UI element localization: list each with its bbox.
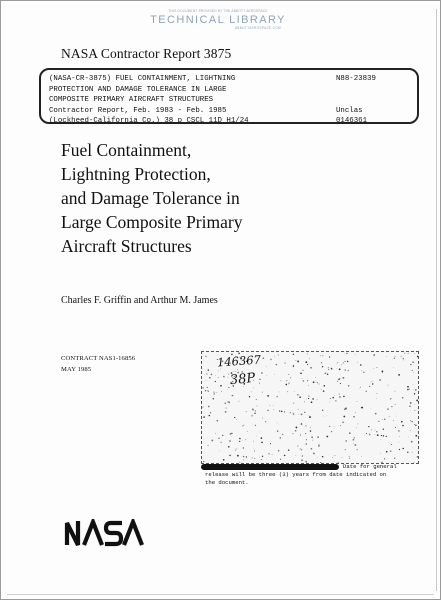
citation-classification: Unclas bbox=[336, 106, 363, 115]
watermark-url: ABBOTTAEROSPACE.COM bbox=[234, 26, 281, 30]
contract-number: CONTRACT NAS1-16856 bbox=[61, 355, 136, 362]
citation-line bbox=[49, 85, 417, 96]
page-edge-bottom bbox=[7, 594, 434, 595]
handwritten-stamp-area bbox=[201, 351, 419, 464]
citation-line bbox=[49, 116, 417, 127]
report-series-number: NASA Contractor Report 3875 bbox=[61, 46, 232, 61]
citation-box bbox=[39, 68, 419, 124]
citation-line-text: PROTECTION AND DAMAGE TOLERANCE IN LARGE bbox=[49, 85, 227, 94]
citation-document-id: 0146361 bbox=[336, 117, 368, 126]
page-edge-right bbox=[436, 9, 437, 591]
report-title bbox=[61, 138, 361, 258]
title-line: Aircraft Structures bbox=[61, 236, 192, 256]
contract-info bbox=[61, 354, 135, 375]
release-notice-line: the document. bbox=[205, 479, 249, 486]
citation-line-text: (Lockheed-California Co.) 38 p CSCL 11D H1/24 bbox=[49, 117, 249, 126]
release-notice-line: Date for general bbox=[343, 463, 397, 470]
title-line: Fuel Containment, bbox=[61, 140, 192, 160]
citation-accession-number: N88-23839 bbox=[336, 75, 376, 83]
publication-date: MAY 1985 bbox=[61, 365, 92, 373]
watermark-provider-text: THIS DOCUMENT PROVIDED BY THE ABBOTT AEROSPACE bbox=[168, 9, 268, 13]
authors: Charles F. Griffin and Arthur M. James bbox=[61, 295, 218, 306]
title-line: Large Composite Primary bbox=[61, 212, 243, 232]
release-notice bbox=[205, 463, 435, 487]
handwritten-page-count: 38P bbox=[229, 370, 257, 389]
citation-line-text: (NASA-CR-3875) FUEL CONTAINMENT, LIGHTNING bbox=[49, 75, 236, 83]
citation-line bbox=[49, 95, 417, 106]
citation-line-text: COMPOSITE PRIMARY AIRCRAFT STRUCTURES bbox=[49, 96, 214, 105]
watermark-library-name: TECHNICAL LIBRARY bbox=[150, 14, 286, 26]
scan-noise bbox=[202, 352, 419, 464]
citation-line bbox=[49, 106, 417, 117]
nasa-logo bbox=[64, 519, 144, 547]
handwritten-number: 146367 bbox=[216, 352, 262, 370]
title-line: and Damage Tolerance in bbox=[61, 188, 240, 208]
citation-line bbox=[49, 74, 417, 85]
library-watermark bbox=[149, 9, 287, 35]
release-notice-line: release will be three (3) years from date indicated on bbox=[205, 471, 387, 478]
citation-line-text: Contractor Report, Feb. 1983 - Feb. 1985 bbox=[49, 106, 227, 115]
title-line: Lightning Protection, bbox=[61, 164, 211, 184]
